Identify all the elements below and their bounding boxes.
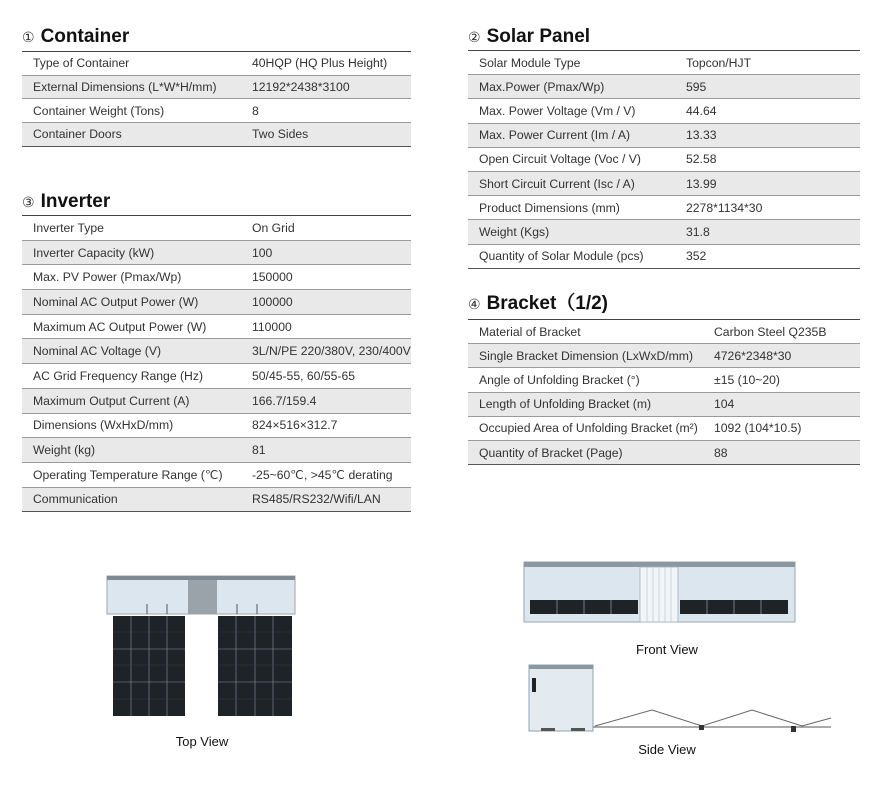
side-view-diagram xyxy=(527,662,834,737)
row-value: 31.8 xyxy=(675,220,860,244)
table-row xyxy=(22,339,411,364)
row-value: Topcon/HJT xyxy=(675,51,860,75)
row-label: Quantity of Solar Module (pcs) xyxy=(468,244,675,268)
table-row xyxy=(22,364,411,389)
row-value: ±15 (10~20) xyxy=(703,368,860,392)
row-value: 352 xyxy=(675,244,860,268)
row-value: 150000 xyxy=(241,265,411,290)
table-row xyxy=(468,320,860,344)
row-value: 13.99 xyxy=(675,171,860,195)
row-label: Product Dimensions (mm) xyxy=(468,196,675,220)
inverter-section xyxy=(22,190,411,512)
row-value: 50/45-55, 60/55-65 xyxy=(241,364,411,389)
row-value: 40HQP (HQ Plus Height) xyxy=(241,52,411,76)
row-value: 110000 xyxy=(241,314,411,339)
row-label: Nominal AC Voltage (V) xyxy=(22,339,241,364)
inverter-table xyxy=(22,215,411,512)
table-row xyxy=(22,314,411,339)
table-row xyxy=(468,392,860,416)
row-label: Type of Container xyxy=(22,52,241,76)
row-value: Carbon Steel Q235B xyxy=(703,320,860,344)
row-value: RS485/RS232/Wifi/LAN xyxy=(241,487,411,512)
table-row xyxy=(468,51,860,75)
bracket-section xyxy=(468,292,860,465)
table-row xyxy=(468,147,860,171)
table-row xyxy=(22,99,411,123)
bracket-table xyxy=(468,319,860,465)
table-row xyxy=(22,438,411,463)
side-view-caption: Side View xyxy=(638,742,696,757)
row-value: 88 xyxy=(703,440,860,464)
container-section xyxy=(22,25,411,147)
table-row xyxy=(468,368,860,392)
row-label: Inverter Capacity (kW) xyxy=(22,240,241,265)
table-row xyxy=(468,344,860,368)
table-row xyxy=(22,75,411,99)
row-label: Short Circuit Current (Isc / A) xyxy=(468,171,675,195)
row-label: Container Doors xyxy=(22,123,241,147)
row-value: 1092 (104*10.5) xyxy=(703,416,860,440)
table-row xyxy=(468,220,860,244)
row-value: 824×516×312.7 xyxy=(241,413,411,438)
table-row xyxy=(22,290,411,315)
row-label: Material of Bracket xyxy=(468,320,703,344)
row-label: Angle of Unfolding Bracket (°) xyxy=(468,368,703,392)
row-label: Operating Temperature Range (℃) xyxy=(22,462,241,487)
table-row xyxy=(22,52,411,76)
row-label: Maximum Output Current (A) xyxy=(22,388,241,413)
table-row xyxy=(22,216,411,241)
row-label: Dimensions (WxHxD/mm) xyxy=(22,413,241,438)
table-row xyxy=(468,123,860,147)
row-label: External Dimensions (L*W*H/mm) xyxy=(22,75,241,99)
table-row xyxy=(468,440,860,464)
top-view-diagram xyxy=(105,574,299,718)
row-value: 100 xyxy=(241,240,411,265)
row-value: 44.64 xyxy=(675,99,860,123)
row-label: Weight (Kgs) xyxy=(468,220,675,244)
table-row xyxy=(468,196,860,220)
row-value: 104 xyxy=(703,392,860,416)
row-value: 81 xyxy=(241,438,411,463)
row-label: Open Circuit Voltage (Voc / V) xyxy=(468,147,675,171)
table-row xyxy=(468,244,860,268)
table-row xyxy=(468,75,860,99)
row-value: 2278*1134*30 xyxy=(675,196,860,220)
row-label: Communication xyxy=(22,487,241,512)
row-label: Max. PV Power (Pmax/Wp) xyxy=(22,265,241,290)
row-value: Two Sides xyxy=(241,123,411,147)
solar-panel-section xyxy=(468,25,860,269)
container-table xyxy=(22,51,411,147)
solar-panel-title: ② Solar Panel xyxy=(468,26,591,47)
row-value: 52.58 xyxy=(675,147,860,171)
table-row xyxy=(468,416,860,440)
row-value: 13.33 xyxy=(675,123,860,147)
row-label: Occupied Area of Unfolding Bracket (m²) xyxy=(468,416,703,440)
row-label: Quantity of Bracket (Page) xyxy=(468,440,703,464)
row-value: 3L/N/PE 220/380V, 230/400V xyxy=(241,339,411,364)
bracket-title: ④ Bracket（1/2) xyxy=(468,293,609,314)
row-label: AC Grid Frequency Range (Hz) xyxy=(22,364,241,389)
row-label: Maximum AC Output Power (W) xyxy=(22,314,241,339)
table-row xyxy=(22,388,411,413)
row-label: Container Weight (Tons) xyxy=(22,99,241,123)
front-view-diagram xyxy=(522,560,797,625)
row-label: Max. Power Current (Im / A) xyxy=(468,123,675,147)
row-label: Max. Power Voltage (Vm / V) xyxy=(468,99,675,123)
front-view-caption: Front View xyxy=(636,642,698,657)
table-row xyxy=(22,413,411,438)
container-title: ① Container xyxy=(22,26,130,47)
row-label: Inverter Type xyxy=(22,216,241,241)
row-value: 8 xyxy=(241,99,411,123)
top-view-caption: Top View xyxy=(175,734,229,749)
row-label: Length of Unfolding Bracket (m) xyxy=(468,392,703,416)
row-label: Weight (kg) xyxy=(22,438,241,463)
row-label: Solar Module Type xyxy=(468,51,675,75)
row-value: 4726*2348*30 xyxy=(703,344,860,368)
solar-panel-table xyxy=(468,50,860,269)
table-row xyxy=(22,240,411,265)
table-row xyxy=(22,462,411,487)
table-row xyxy=(22,123,411,147)
table-row xyxy=(468,171,860,195)
row-label: Nominal AC Output Power (W) xyxy=(22,290,241,315)
row-label: Single Bracket Dimension (LxWxD/mm) xyxy=(468,344,703,368)
row-value: On Grid xyxy=(241,216,411,241)
table-row xyxy=(22,265,411,290)
row-value: -25~60℃, >45℃ derating xyxy=(241,462,411,487)
table-row xyxy=(468,99,860,123)
inverter-title: ③ Inverter xyxy=(22,191,111,212)
row-value: 100000 xyxy=(241,290,411,315)
row-value: 595 xyxy=(675,75,860,99)
row-value: 12192*2438*3100 xyxy=(241,75,411,99)
row-label: Max.Power (Pmax/Wp) xyxy=(468,75,675,99)
table-row xyxy=(22,487,411,512)
row-value: 166.7/159.4 xyxy=(241,388,411,413)
